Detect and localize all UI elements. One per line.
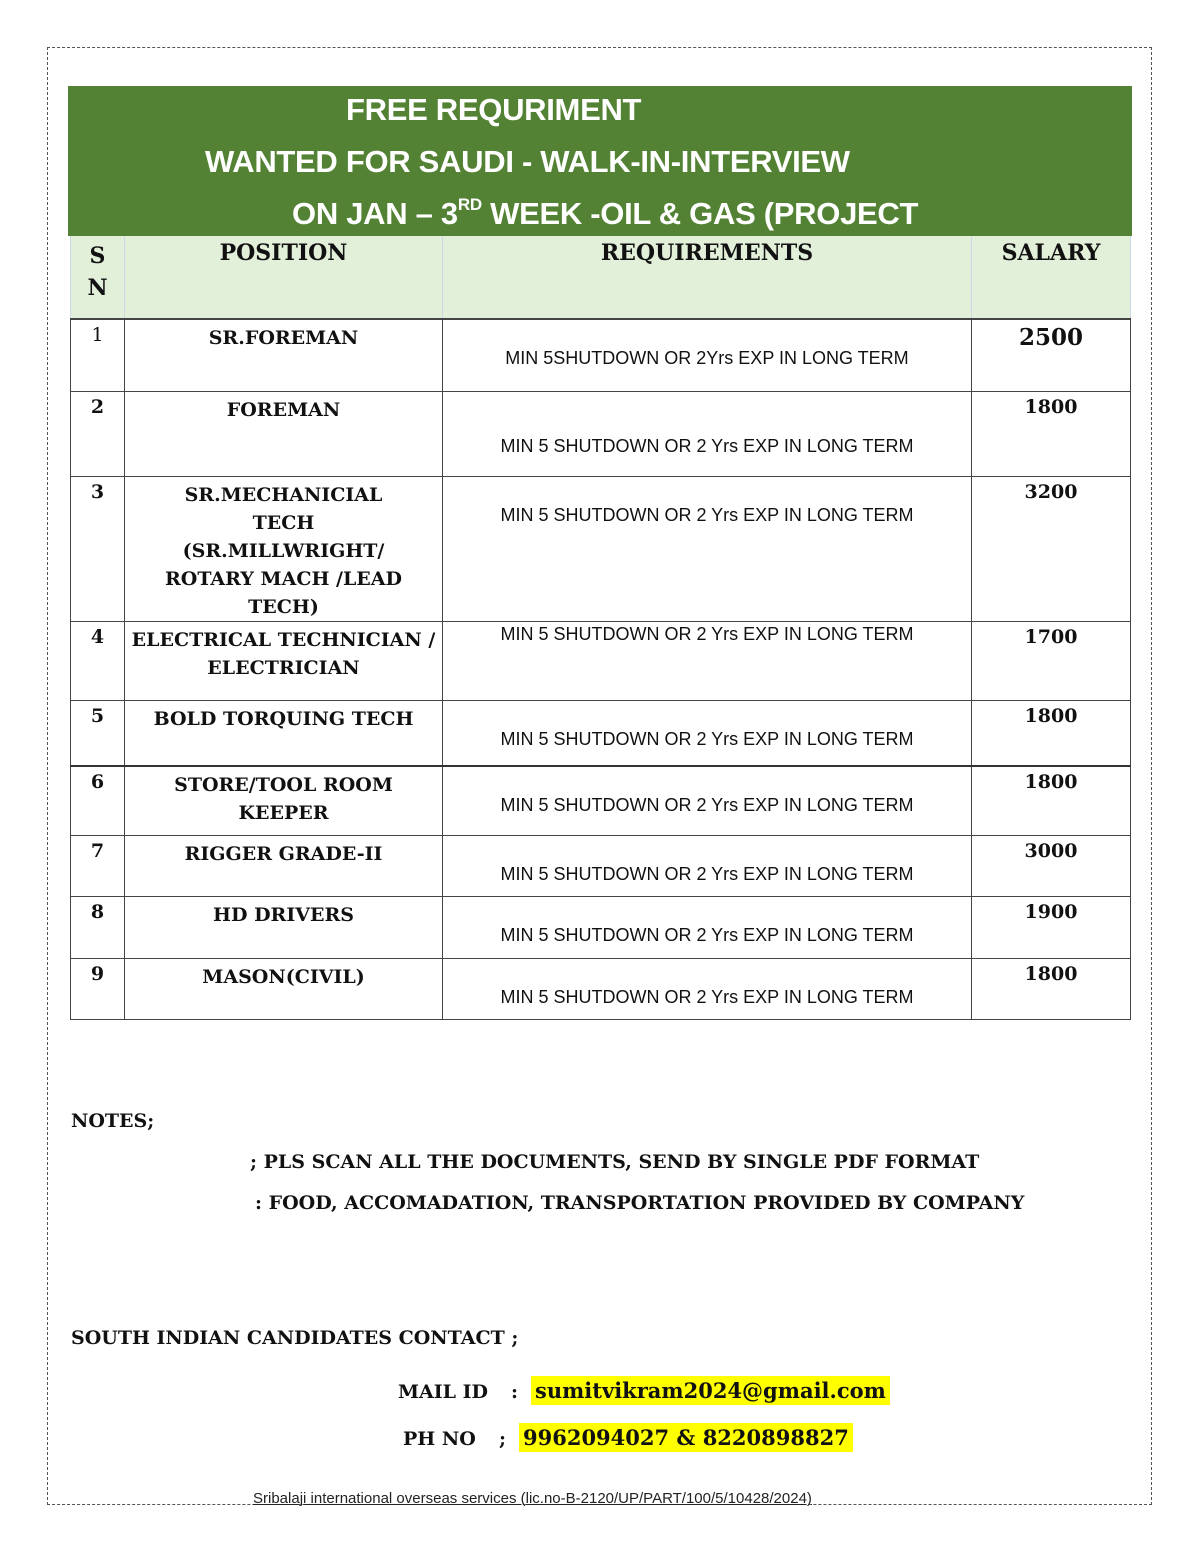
header-requirements: REQUIREMENTS — [443, 236, 972, 319]
note-item: : FOOD, ACCOMADATION, TRANSPORTATION PROVIDED BY COMPANY — [255, 1192, 1025, 1214]
banner-title: FREE REQURIMENT — [346, 92, 642, 127]
table-row — [71, 835, 1131, 896]
row-sn: 1 — [71, 319, 125, 391]
table-row — [71, 319, 1131, 391]
row-sn: 2 — [71, 391, 125, 476]
row-salary: 1800 — [972, 700, 1131, 766]
row-salary: 2500 — [972, 319, 1131, 391]
row-requirement: MIN 5 SHUTDOWN OR 2 Yrs EXP IN LONG TERM — [443, 835, 972, 896]
row-requirement: MIN 5 SHUTDOWN OR 2 Yrs EXP IN LONG TERM — [443, 766, 972, 835]
row-salary: 1800 — [972, 391, 1131, 476]
row-salary: 3200 — [972, 476, 1131, 621]
row-requirement: MIN 5 SHUTDOWN OR 2 Yrs EXP IN LONG TERM — [443, 476, 972, 621]
mail-row — [398, 1378, 890, 1403]
row-sn: 8 — [71, 896, 125, 958]
table-row — [71, 958, 1131, 1019]
row-requirement: MIN 5 SHUTDOWN OR 2 Yrs EXP IN LONG TERM — [443, 700, 972, 766]
row-requirement: MIN 5 SHUTDOWN OR 2 Yrs EXP IN LONG TERM — [443, 958, 972, 1019]
row-position: HD DRIVERS — [125, 896, 443, 958]
table-row — [71, 700, 1131, 766]
row-salary: 1900 — [972, 896, 1131, 958]
mail-separator: : — [511, 1381, 519, 1403]
table-row — [71, 391, 1131, 476]
banner-date-prefix: ON JAN – 3 — [292, 196, 458, 231]
table-header-row — [71, 236, 1131, 319]
banner-subtitle: WANTED FOR SAUDI - WALK-IN-INTERVIEW — [205, 144, 850, 179]
row-sn: 6 — [71, 766, 125, 835]
row-position: ELECTRICAL TECHNICIAN / ELECTRICIAN — [125, 621, 443, 700]
contact-title: SOUTH INDIAN CANDIDATES CONTACT ; — [71, 1327, 519, 1349]
row-position: BOLD TORQUING TECH — [125, 700, 443, 766]
title-banner — [68, 86, 1132, 236]
row-position: RIGGER GRADE-II — [125, 835, 443, 896]
row-sn: 9 — [71, 958, 125, 1019]
row-position: STORE/TOOL ROOM KEEPER — [125, 766, 443, 835]
email-link[interactable]: sumitvikram2024@gmail.com — [531, 1376, 890, 1405]
row-position: FOREMAN — [125, 391, 443, 476]
table-row — [71, 766, 1131, 835]
header-salary: SALARY — [972, 236, 1131, 319]
banner-date-line — [292, 196, 918, 232]
row-sn: 5 — [71, 700, 125, 766]
row-salary: 1800 — [972, 766, 1131, 835]
row-requirement: MIN 5 SHUTDOWN OR 2 Yrs EXP IN LONG TERM — [443, 621, 972, 700]
row-sn: 4 — [71, 621, 125, 700]
phone-separator: ; — [499, 1428, 507, 1450]
row-position: SR.FOREMAN — [125, 319, 443, 391]
table-row — [71, 476, 1131, 621]
row-salary: 1800 — [972, 958, 1131, 1019]
header-position: POSITION — [125, 236, 443, 319]
phone-numbers: 9962094027 & 8220898827 — [519, 1423, 853, 1452]
positions-table — [70, 236, 1131, 1020]
notes-title: NOTES; — [71, 1110, 155, 1132]
mail-label: MAIL ID — [398, 1381, 488, 1403]
table-row — [71, 621, 1131, 700]
note-item: ; PLS SCAN ALL THE DOCUMENTS, SEND BY SINGLE PDF FORMAT — [250, 1151, 980, 1173]
row-position: SR.MECHANICIAL TECH (SR.MILLWRIGHT/ ROTARY MACH /LEAD TECH) — [125, 476, 443, 621]
row-position: MASON(CIVIL) — [125, 958, 443, 1019]
phone-label: PH NO — [403, 1428, 476, 1450]
row-requirement: MIN 5 SHUTDOWN OR 2 Yrs EXP IN LONG TERM — [443, 391, 972, 476]
row-salary: 1700 — [972, 621, 1131, 700]
row-sn: 7 — [71, 835, 125, 896]
table-row — [71, 896, 1131, 958]
header-sn: S N — [71, 236, 125, 319]
row-requirement: MIN 5SHUTDOWN OR 2Yrs EXP IN LONG TERM — [443, 319, 972, 391]
banner-date-suffix: WEEK -OIL & GAS (PROJECT — [481, 196, 919, 231]
row-salary: 3000 — [972, 835, 1131, 896]
row-requirement: MIN 5 SHUTDOWN OR 2 Yrs EXP IN LONG TERM — [443, 896, 972, 958]
footer-license: Sribalaji international overseas services (lic.no-B-2120/UP/PART/100/5/10428/2024) — [253, 1490, 812, 1507]
phone-row — [403, 1425, 853, 1450]
banner-date-ordinal: RD — [457, 195, 482, 214]
row-sn: 3 — [71, 476, 125, 621]
